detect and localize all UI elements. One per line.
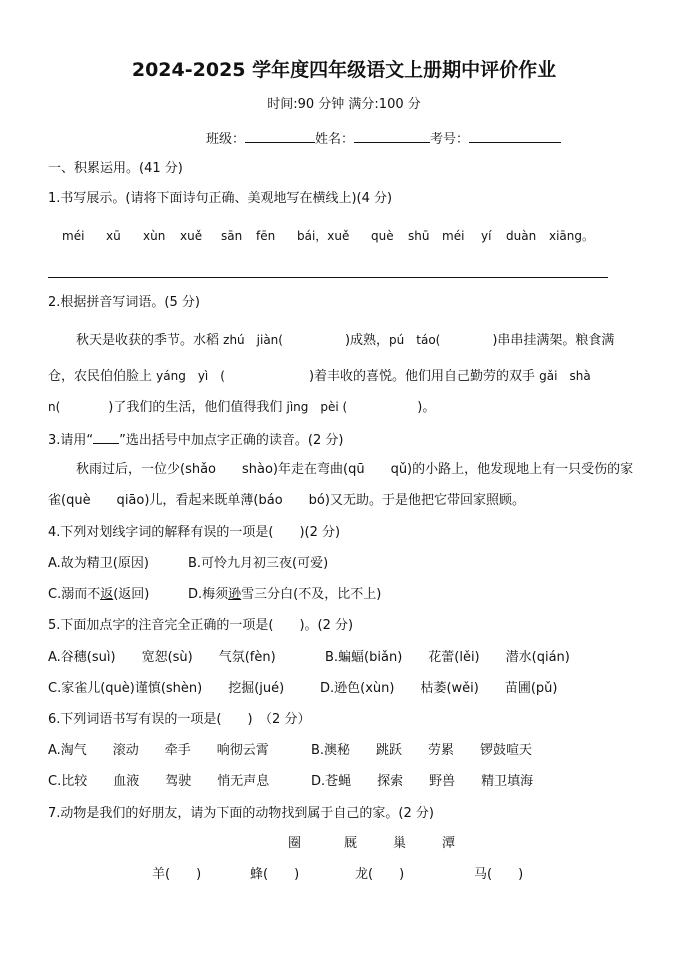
option-text: B.可怜九月初三夜(	[188, 556, 298, 571]
name-blank[interactable]	[354, 128, 430, 143]
name-label: 姓名：	[315, 132, 355, 147]
q2-line-2	[48, 367, 591, 386]
q2-text: 仓，农民伯伯脸上	[48, 369, 157, 384]
q2-text: )串串挂满架。粮食满	[492, 333, 615, 348]
question-4-stem: 4.下列对划线字词的解释有误的一项是( )(2 分)	[48, 525, 341, 540]
animal-blank[interactable]: 龙( )	[355, 867, 405, 882]
q2-pinyin: zhú jiàn(	[223, 333, 283, 347]
q3-passage-line-2: 雀(què qiāo)儿，看起来既单薄(báo bó)又无助。于是他把它带回家照顾。	[48, 493, 525, 508]
pinyin-syllable: méi	[62, 229, 85, 243]
q3-mark-blank	[93, 429, 119, 444]
q2-pinyin: yáng yì (	[156, 369, 225, 383]
home-option: 圈	[288, 836, 302, 851]
exam-time-score: 时间:90 分钟 满分:100 分	[267, 97, 421, 112]
q5-option-b[interactable]: B.蝙蝠(biǎn) 花蕾(lěi) 潜水(qián)	[325, 650, 570, 665]
q4-option-d[interactable]	[188, 586, 381, 604]
question-2-stem: 2.根据拼音写词语。(5 分)	[48, 295, 200, 310]
pinyin-syllable: méi	[442, 229, 465, 243]
q2-pinyin: jìng pèi (	[286, 400, 348, 414]
q6-option-d[interactable]: D.苍蝇 探索 野兽 精卫填海	[311, 774, 534, 789]
animal-blank[interactable]: 羊( )	[152, 867, 202, 882]
q2-text: )着丰收的喜悦。他们用自己勤劳的双手	[308, 369, 540, 384]
pinyin-syllable: sān	[221, 229, 243, 243]
pinyin-syllable: yí	[481, 229, 492, 243]
question-6-stem: 6.下列词语书写有误的一项是( ) （2 分）	[48, 712, 311, 727]
q2-text: )。	[417, 400, 436, 415]
pinyin-syllable: xiāng。	[549, 229, 595, 243]
underlined-word: 逊	[228, 587, 242, 602]
question-1-stem: 1.书写展示。(请将下面诗句正确、美观地写在横线上)(4 分)	[48, 191, 393, 206]
q2-line-3	[48, 398, 435, 417]
pinyin-syllable: duàn	[506, 229, 537, 243]
option-text: A.故为精卫(	[48, 556, 118, 571]
home-option: 厩	[344, 836, 358, 851]
q2-line-1	[76, 331, 614, 350]
pinyin-syllable: shū	[408, 229, 430, 243]
q3-stem-text: ”选出括号中加点字正确的读音。(2 分)	[119, 433, 344, 448]
pinyin-syllable: xuě	[180, 229, 203, 243]
student-info	[206, 128, 561, 149]
q4-option-c[interactable]	[48, 586, 149, 604]
q3-stem-text: 3.请用“	[48, 433, 94, 448]
option-text: D.梅须	[188, 587, 229, 602]
question-5-stem: 5.下面加点字的注音完全正确的一项是( )。(2 分)	[48, 618, 354, 633]
q4-option-a[interactable]	[48, 555, 149, 573]
home-option: 潭	[442, 836, 456, 851]
q5-option-c[interactable]: C.家雀儿(què)谨慎(shèn) 挖掘(jué)	[48, 681, 285, 696]
q2-text: )成熟，	[344, 333, 390, 348]
exam-no-label: 考号：	[430, 132, 470, 147]
class-blank[interactable]	[245, 128, 315, 143]
q6-option-a[interactable]: A.淘气 滚动 牵手 响彻云霄	[48, 743, 269, 758]
option-text: 可爱	[297, 556, 324, 571]
q5-option-a[interactable]: A.谷穗(suì) 宽恕(sù) 气氛(fèn)	[48, 650, 276, 665]
pinyin-syllable: bái，xuě	[297, 229, 350, 243]
q3-passage-line-1: 秋雨过后，一位少(shǎo shào)年走在弯曲(qū qǔ)的小路上，他发现地上有一只受伤的家	[76, 462, 634, 477]
q2-text: 秋天是收获的季节。水稻	[76, 333, 224, 348]
question-3-stem	[48, 429, 343, 450]
q1-writing-line[interactable]	[48, 277, 608, 278]
pinyin-syllable: xùn	[143, 229, 166, 243]
option-text: (返回)	[113, 587, 150, 602]
section-heading: 一、积累运用。(41 分)	[48, 161, 183, 176]
animal-blank[interactable]: 马( )	[474, 867, 524, 882]
q6-option-b[interactable]: B.澳秘 跳跃 劳累 锣鼓喧天	[311, 743, 533, 758]
q2-pinyin: gǎi shà	[539, 369, 591, 383]
exam-no-blank[interactable]	[469, 128, 561, 143]
pinyin-syllable: què	[371, 229, 394, 243]
underlined-word: 返	[100, 587, 114, 602]
pinyin-syllable: xū	[106, 229, 121, 243]
animal-blank[interactable]: 蜂( )	[250, 867, 300, 882]
q2-pinyin: n(	[48, 400, 61, 414]
option-text: C.溺而不	[48, 587, 101, 602]
q5-option-d[interactable]: D.逊色(xùn) 枯萎(wěi) 苗圃(pǔ)	[320, 681, 558, 696]
option-text: )	[323, 556, 329, 571]
option-text: 雪三分白(不及，比不上)	[241, 587, 382, 602]
q6-option-c[interactable]: C.比较 血液 驾驶 悄无声息	[48, 774, 270, 789]
option-text: )	[143, 556, 149, 571]
home-option: 巢	[393, 836, 407, 851]
page-title: 2024-2025 学年度四年级语文上册期中评价作业	[131, 59, 557, 81]
q4-option-b[interactable]	[188, 555, 328, 573]
class-label: 班级：	[206, 132, 246, 147]
q2-pinyin: pú táo(	[389, 333, 441, 347]
pinyin-syllable: fēn	[256, 229, 276, 243]
question-7-stem: 7.动物是我们的好朋友，请为下面的动物找到属于自己的家。(2 分)	[48, 806, 434, 821]
option-text: 原因	[117, 556, 144, 571]
q2-text: )了我们的生活，他们值得我们	[108, 400, 287, 415]
